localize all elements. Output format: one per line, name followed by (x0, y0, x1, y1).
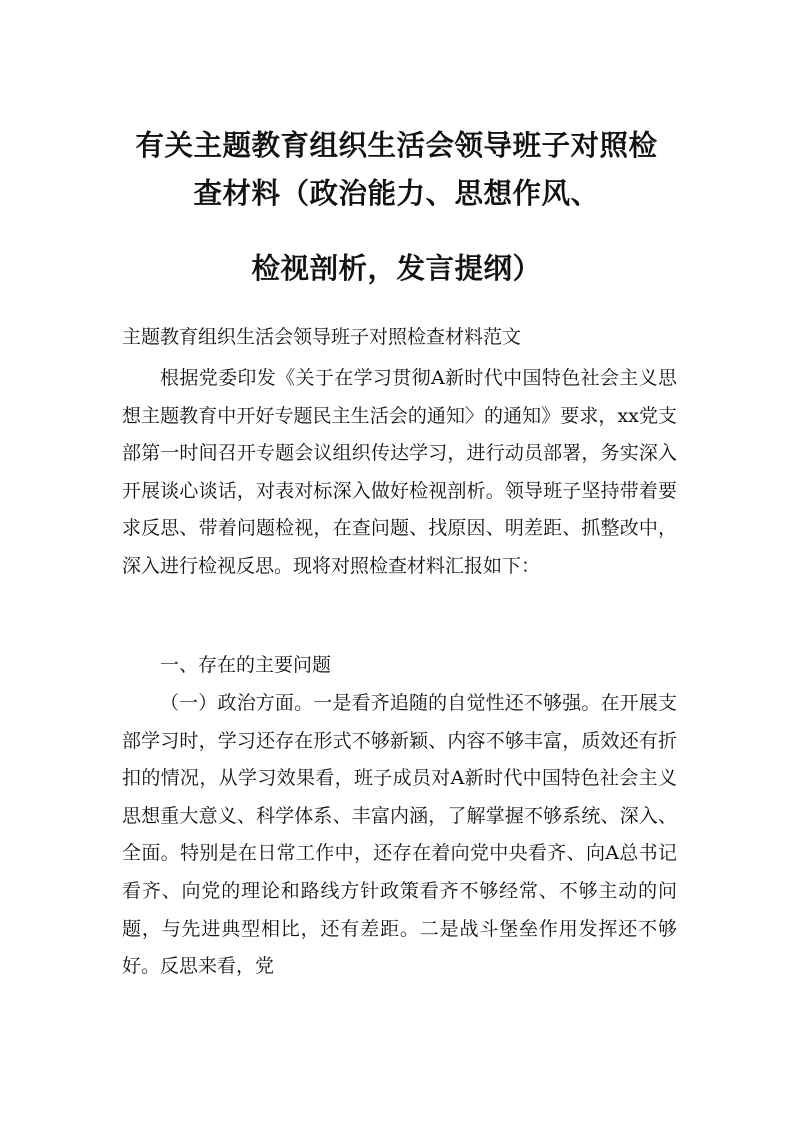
document-title-line-2: 查材料（政治能力、思想作风、 (193, 177, 600, 210)
document-title-line-3: 检视剖析，发言提纲） (251, 252, 542, 285)
document-title-line-1: 有关主题教育组织生活会领导班子对照检 (135, 129, 658, 162)
section-heading: 一、存在的主要问题 (160, 654, 332, 676)
paragraph-political: （一）政治方面。一是看齐追随的自觉性还不够强。在开展支部学习时，学习还存在形式不够新颖、内容不够丰富，质效还有折扣的情况，从学习效果看，班子成员对A新时代中国特色社会主义思想重大意义、科学体系、丰富内涵，了解掌握不够系统、深入、全面。特别是在日常工作中，还存在着向党中央看齐、向A总书记看齐、向党的理论和路线方针政策看齐不够经常、不够主动的问题，与先进典型相比，还有差距。二是战斗堡垒作用发挥还不够好。反思来看，党 (122, 692, 677, 978)
document-subtitle: 主题教育组织生活会领导班子对照检查材料范文 (122, 326, 522, 348)
paragraph-intro: 根据党委印发《关于在学习贯彻A新时代中国特色社会主义思想主题教育中开好专题民主生活会的通知〉的通知》要求，xx党支部第一时间召开专题会议组织传达学习，进行动员部署，务实深入开展谈心谈话，对表对标深入做好检视剖析。领导班子坚持带着要求反思、带着问题检视，在查问题、找原因、明差距、抓整改中，深入进行检视反思。现将对照检查材料汇报如下： (122, 367, 677, 577)
